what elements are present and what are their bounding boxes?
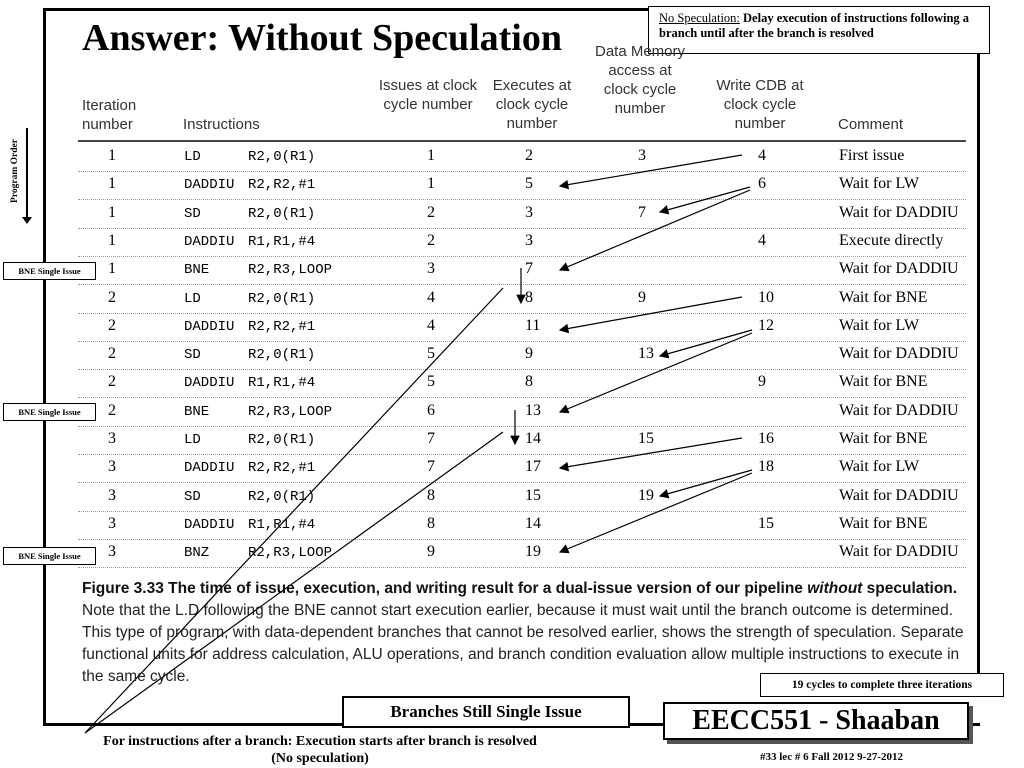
cell-memory-cycle: 3 xyxy=(638,147,646,164)
bne-single-issue-tag: BNE Single Issue xyxy=(3,547,96,565)
program-order-label: Program Order xyxy=(10,139,20,203)
cell-issue-cycle: 1 xyxy=(427,147,435,164)
cell-opcode: DADDIU xyxy=(184,375,235,392)
cell-iteration: 1 xyxy=(108,147,116,164)
cell-comment: Wait for DADDIU xyxy=(839,203,959,221)
cell-comment: Wait for BNE xyxy=(839,514,928,532)
cell-opcode: BNE xyxy=(184,262,210,279)
cell-execute-cycle: 11 xyxy=(525,316,541,334)
cell-issue-cycle: 1 xyxy=(427,175,435,193)
arrow xyxy=(560,190,750,270)
cell-cdb-cycle: 16 xyxy=(758,430,774,447)
cell-issue-cycle: 9 xyxy=(427,543,435,561)
cell-execute-cycle: 8 xyxy=(525,288,533,306)
cell-comment: Wait for LW xyxy=(839,458,920,476)
note-label: No Speculation: xyxy=(659,11,740,25)
cell-execute-cycle: 14 xyxy=(525,514,541,532)
cell-comment: Wait for LW xyxy=(839,316,920,334)
cell-cdb-cycle: 10 xyxy=(758,288,774,306)
cell-issue-cycle: 6 xyxy=(427,401,435,419)
cell-issue-cycle: 2 xyxy=(427,231,435,249)
cell-comment: Wait for DADDIU xyxy=(839,486,959,504)
cell-opcode: DADDIU xyxy=(184,516,235,533)
cell-iteration: 2 xyxy=(108,373,116,391)
cell-execute-cycle: 5 xyxy=(525,175,533,193)
cell-cdb-cycle: 9 xyxy=(758,373,766,391)
cell-cdb-cycle: 15 xyxy=(758,514,774,532)
cell-cdb-cycle: 6 xyxy=(758,175,766,193)
header-executes: Executes at clock cycle number xyxy=(492,77,572,132)
cell-cdb-cycle: 12 xyxy=(758,316,774,334)
bottom-note xyxy=(30,733,610,767)
cell-opcode: DADDIU xyxy=(184,177,235,194)
cell-issue-cycle: 8 xyxy=(427,514,435,532)
cell-operands: R2,R3,LOOP xyxy=(248,545,333,562)
bne-single-issue-tag: BNE Single Issue xyxy=(3,403,96,421)
cell-operands: R1,R1,#4 xyxy=(248,516,316,533)
cell-memory-cycle: 7 xyxy=(638,203,646,221)
arrow xyxy=(560,333,752,412)
cycles-note: 19 cycles to complete three iterations xyxy=(760,673,1004,697)
cell-iteration: 3 xyxy=(108,486,116,504)
cell-opcode: SD xyxy=(184,205,201,222)
cell-operands: R2,0(R1) xyxy=(248,290,316,307)
arrow xyxy=(560,155,742,186)
cell-iteration: 3 xyxy=(108,458,116,476)
arrow xyxy=(560,473,752,552)
slide-title: Answer: Without Speculation xyxy=(82,17,562,59)
caption-bold-end: speculation. xyxy=(866,580,958,597)
bne-single-issue-tag: BNE Single Issue xyxy=(3,262,96,280)
cell-iteration: 1 xyxy=(108,260,116,278)
caption-bold-italic: without xyxy=(807,580,863,597)
cell-execute-cycle: 14 xyxy=(525,430,541,447)
cell-comment: Wait for DADDIU xyxy=(839,345,959,363)
figure-caption xyxy=(82,578,970,688)
cell-iteration: 1 xyxy=(108,203,116,221)
cell-iteration: 2 xyxy=(108,316,116,334)
cell-comment: Execute directly xyxy=(839,231,944,249)
cell-cdb-cycle: 4 xyxy=(758,147,766,164)
cell-issue-cycle: 5 xyxy=(427,345,435,363)
cell-opcode: LD xyxy=(184,290,201,307)
cell-comment: Wait for DADDIU xyxy=(839,260,959,278)
cell-operands: R2,0(R1) xyxy=(248,488,316,505)
cell-opcode: LD xyxy=(184,432,201,448)
cell-issue-cycle: 4 xyxy=(427,288,435,306)
cell-issue-cycle: 4 xyxy=(427,316,435,334)
arrow xyxy=(660,187,750,212)
cell-opcode: SD xyxy=(184,347,201,364)
cell-execute-cycle: 2 xyxy=(525,147,533,164)
cell-issue-cycle: 5 xyxy=(427,373,435,391)
cell-operands: R2,R3,LOOP xyxy=(248,403,333,420)
note-text: Delay execution of instructions following a branch until after the branch is resolved xyxy=(659,11,970,40)
branches-single-issue-note: Branches Still Single Issue xyxy=(342,696,630,728)
cell-iteration: 1 xyxy=(108,175,116,193)
cell-issue-cycle: 3 xyxy=(427,260,435,278)
cell-opcode: BNZ xyxy=(184,545,210,562)
cell-comment: Wait for BNE xyxy=(839,288,928,306)
cell-iteration: 1 xyxy=(108,231,116,249)
bottom-note-line1: For instructions after a branch: Execution starts after branch is resolved xyxy=(103,734,537,749)
header-instructions: Instructions xyxy=(183,116,260,133)
cell-operands: R2,R3,LOOP xyxy=(248,262,333,279)
cell-opcode: DADDIU xyxy=(184,233,235,250)
cell-operands: R2,R2,#1 xyxy=(248,318,316,335)
cell-comment: Wait for BNE xyxy=(839,373,928,391)
cell-operands: R2,0(R1) xyxy=(248,149,316,165)
cell-cdb-cycle: 4 xyxy=(758,231,766,249)
cell-iteration: 3 xyxy=(108,514,116,532)
cell-issue-cycle: 2 xyxy=(427,203,435,221)
cell-issue-cycle: 7 xyxy=(427,458,435,476)
cell-execute-cycle: 13 xyxy=(525,401,541,419)
cell-comment: Wait for LW xyxy=(839,175,920,193)
header-issues: Issues at clock cycle number xyxy=(378,77,478,113)
cell-iteration: 2 xyxy=(108,345,116,363)
cell-opcode: DADDIU xyxy=(184,318,235,335)
header-memory: Data Memory access at clock cycle number xyxy=(594,43,686,117)
cell-opcode: BNE xyxy=(184,403,210,420)
arrow xyxy=(560,297,742,330)
arrow xyxy=(560,438,742,468)
header-iteration: Iteration number xyxy=(82,97,137,133)
cell-opcode: SD xyxy=(184,488,201,505)
cell-operands: R2,R2,#1 xyxy=(248,460,316,477)
caption-figure-number: Figure 3.33 xyxy=(82,580,164,597)
cell-execute-cycle: 19 xyxy=(525,543,541,561)
cell-iteration: 2 xyxy=(108,401,116,419)
cell-execute-cycle: 9 xyxy=(525,345,533,363)
bottom-note-line2: (No speculation) xyxy=(271,751,369,766)
cell-operands: R2,0(R1) xyxy=(248,432,316,448)
caption-text: Note that the L.D following the BNE cannot start execution earlier, because it must wait until the branch outcome is determined. This type of program, with data-dependent branches that cannot be resolved earlier, shows the strength of speculation. Separate functional units for address calculation, ALU operations, and branch condition evaluation allow multiple instructions to execute in the same cycle. xyxy=(82,602,964,685)
cell-issue-cycle: 8 xyxy=(427,486,435,504)
header-cdb: Write CDB at clock cycle number xyxy=(716,77,804,132)
cell-comment: Wait for DADDIU xyxy=(839,543,959,561)
cell-memory-cycle: 13 xyxy=(638,345,654,363)
cell-execute-cycle: 3 xyxy=(525,203,533,221)
cell-iteration: 2 xyxy=(108,288,116,306)
cell-comment: Wait for BNE xyxy=(839,430,928,447)
header-comment: Comment xyxy=(838,116,904,133)
cell-comment: Wait for DADDIU xyxy=(839,401,959,419)
cell-iteration: 3 xyxy=(108,543,116,561)
cell-operands: R1,R1,#4 xyxy=(248,233,316,250)
cell-memory-cycle: 9 xyxy=(638,288,646,306)
cell-execute-cycle: 15 xyxy=(525,486,541,504)
cell-execute-cycle: 7 xyxy=(525,260,533,278)
cell-comment: First issue xyxy=(839,147,905,164)
cell-operands: R2,0(R1) xyxy=(248,347,316,364)
cell-execute-cycle: 8 xyxy=(525,373,533,391)
cell-issue-cycle: 7 xyxy=(427,430,435,447)
cell-iteration: 3 xyxy=(108,430,116,447)
slide-footer: #33 lec # 6 Fall 2012 9-27-2012 xyxy=(760,751,903,763)
cell-operands: R1,R1,#4 xyxy=(248,375,316,392)
cell-memory-cycle: 19 xyxy=(638,486,654,504)
cell-execute-cycle: 3 xyxy=(525,231,533,249)
cell-memory-cycle: 15 xyxy=(638,430,654,447)
cell-opcode: LD xyxy=(184,149,201,165)
cell-cdb-cycle: 18 xyxy=(758,458,774,476)
cell-execute-cycle: 17 xyxy=(525,458,541,476)
course-title: EECC551 - Shaaban xyxy=(663,702,969,740)
cell-operands: R2,R2,#1 xyxy=(248,177,316,194)
cell-operands: R2,0(R1) xyxy=(248,205,316,222)
caption-bold: The time of issue, execution, and writing result for a dual-issue version of our pipeline xyxy=(168,580,803,597)
cell-opcode: DADDIU xyxy=(184,460,235,477)
